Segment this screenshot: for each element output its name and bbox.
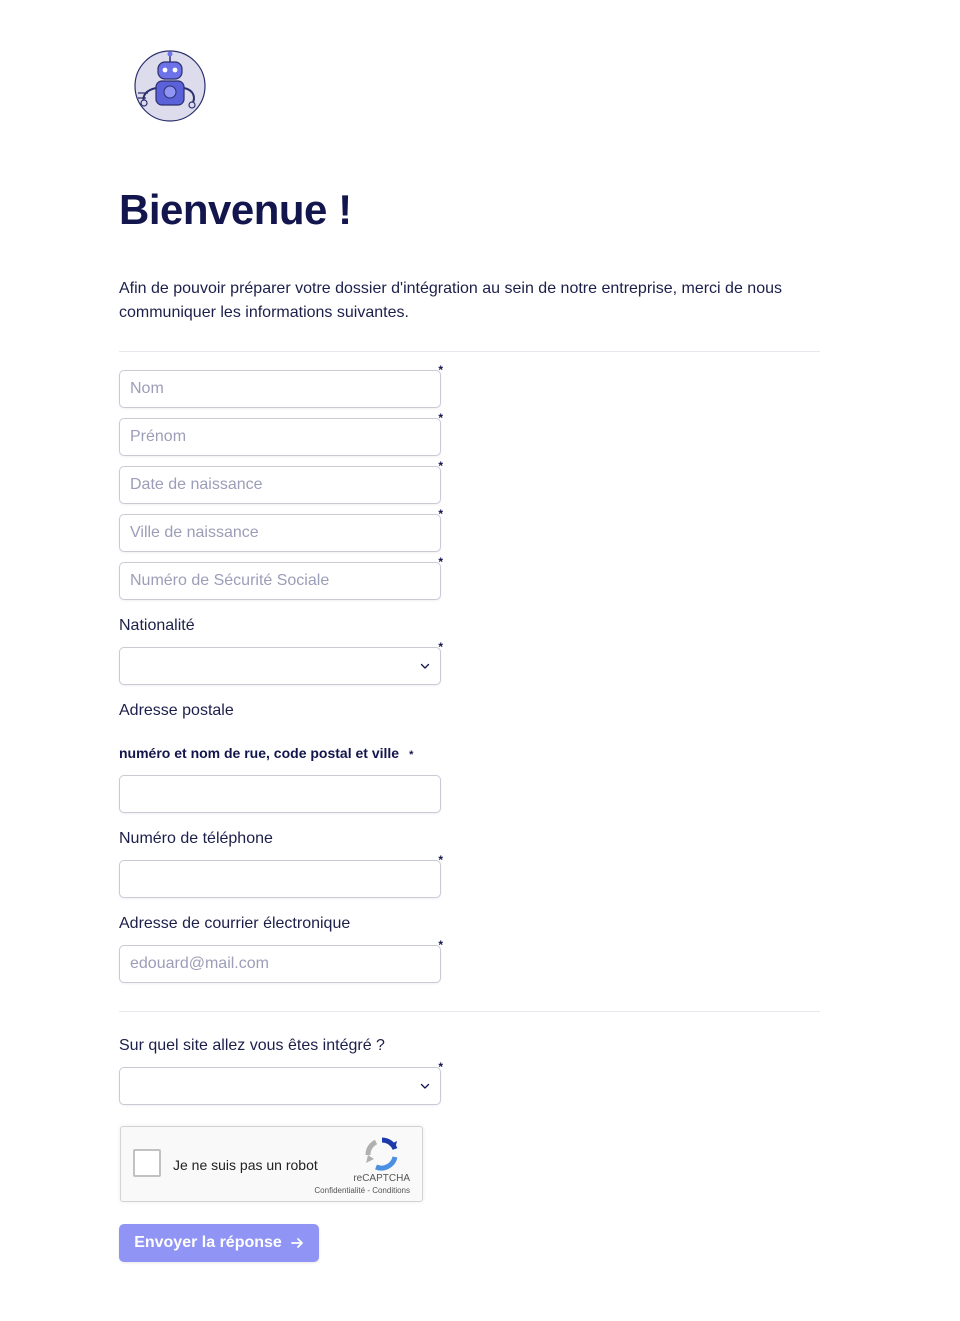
- email-field-wrapper: [119, 938, 443, 983]
- required-mark: *: [438, 363, 443, 377]
- adresse-sublabel-text: numéro et nom de rue, code postal et ville: [119, 745, 400, 761]
- required-mark: *: [438, 555, 443, 569]
- prenom-field-wrapper: [119, 411, 443, 456]
- required-mark: *: [409, 749, 414, 761]
- required-mark: *: [438, 640, 443, 654]
- required-mark: *: [438, 1060, 443, 1074]
- site-select[interactable]: [119, 1060, 443, 1105]
- recaptcha-logo-icon: [364, 1137, 400, 1171]
- site-label: Sur quel site allez vous êtes intégré ?: [119, 1037, 385, 1054]
- securite-sociale-field-wrapper: [119, 555, 443, 600]
- recaptcha-widget: [120, 1126, 423, 1202]
- nom-input[interactable]: [120, 371, 440, 407]
- telephone-field-wrapper: [119, 853, 443, 898]
- nom-field-wrapper: [119, 363, 443, 408]
- adresse-sublabel: [119, 745, 413, 761]
- company-logo: [132, 48, 208, 124]
- chevron-down-icon: [419, 660, 431, 672]
- submit-label: Envoyer la réponse: [134, 1234, 282, 1251]
- arrow-right-icon: [290, 1236, 304, 1250]
- intro-text: Afin de pouvoir préparer votre dossier d'intégration au sein de notre entreprise, merci de nous communiquer les informations suivantes.: [119, 280, 782, 321]
- recaptcha-brand: reCAPTCHA: [353, 1173, 410, 1184]
- email-input[interactable]: [120, 946, 440, 982]
- adresse-field-wrapper: [119, 775, 441, 813]
- chevron-down-icon: [419, 1080, 431, 1092]
- securite-sociale-input[interactable]: [120, 563, 440, 599]
- date-naissance-input[interactable]: [120, 467, 440, 503]
- date-naissance-field-wrapper: [119, 459, 443, 504]
- recaptcha-links[interactable]: Confidentialité - Conditions: [314, 1186, 410, 1195]
- required-mark: *: [438, 459, 443, 473]
- page-title: Bienvenue !: [119, 186, 352, 233]
- email-label: Adresse de courrier électronique: [119, 915, 351, 932]
- ville-naissance-field-wrapper: [119, 507, 443, 552]
- nationalite-label: Nationalité: [119, 617, 195, 634]
- recaptcha-checkbox[interactable]: [133, 1149, 161, 1177]
- required-mark: *: [438, 507, 443, 521]
- prenom-input[interactable]: [120, 419, 440, 455]
- recaptcha-label: Je ne suis pas un robot: [173, 1157, 318, 1173]
- nationalite-select[interactable]: [119, 640, 443, 685]
- required-mark: *: [438, 938, 443, 952]
- section-divider: [119, 1011, 820, 1012]
- submit-button[interactable]: [119, 1224, 319, 1262]
- telephone-label: Numéro de téléphone: [119, 830, 273, 847]
- required-mark: *: [438, 853, 443, 867]
- required-mark: *: [438, 411, 443, 425]
- section-divider: [119, 351, 820, 352]
- ville-naissance-input[interactable]: [120, 515, 440, 551]
- robot-avatar-icon: [132, 48, 208, 124]
- telephone-input[interactable]: [120, 861, 440, 897]
- adresse-input[interactable]: [120, 776, 440, 812]
- adresse-label: Adresse postale: [119, 702, 234, 719]
